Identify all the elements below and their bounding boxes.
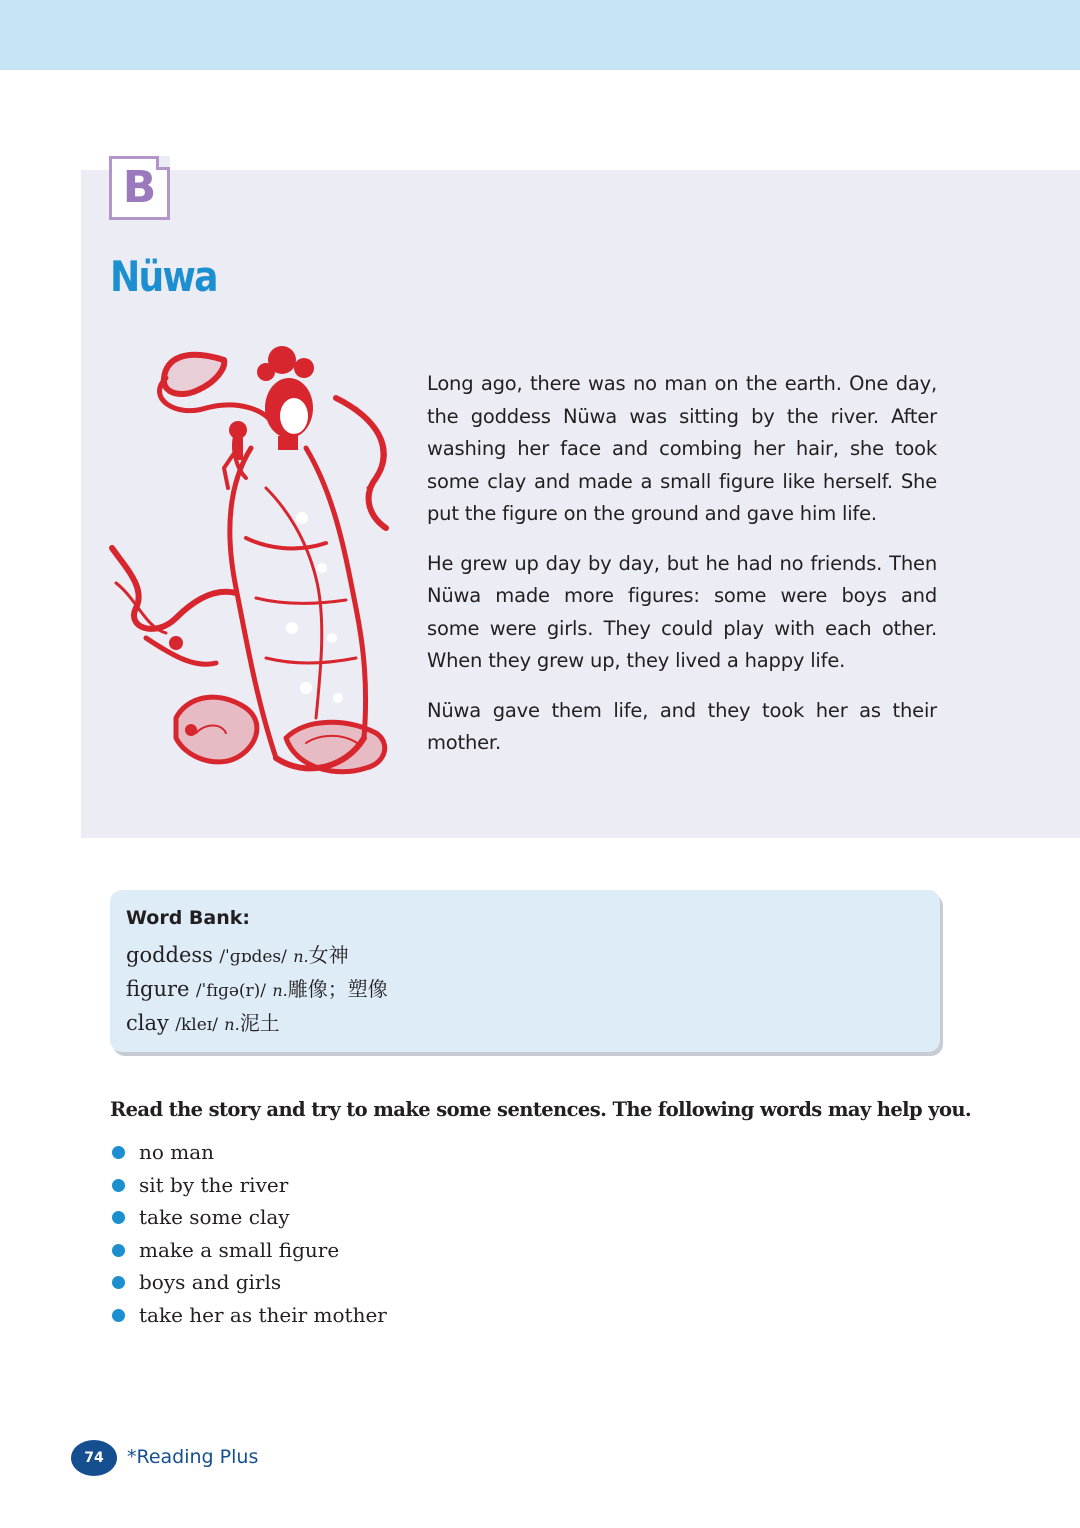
section-letter: B <box>122 162 157 213</box>
list-item <box>110 1136 387 1169</box>
list-item <box>110 1201 387 1234</box>
bullet-dot-icon <box>112 1146 125 1159</box>
top-color-band <box>0 0 1080 70</box>
list-item-text: take some clay <box>139 1205 290 1229</box>
bullet-dot-icon <box>112 1309 125 1322</box>
page-number-badge <box>71 1440 117 1476</box>
list-item-text: no man <box>139 1140 215 1164</box>
bullet-dot-icon <box>112 1211 125 1224</box>
story-paragraph: He grew up day by day, but he had no friends. Then Nüwa made more figures: some were boys and some were girls. They could play with each other. When they grew up, they lived a happy life. <box>427 551 937 672</box>
word-bank-box <box>110 890 940 1052</box>
bullet-dot-icon <box>112 1276 125 1289</box>
word-bank-entry <box>126 1007 924 1041</box>
entry-phonetic: /ˈɡɒdes/ <box>219 947 287 967</box>
entry-word: clay <box>126 1011 169 1035</box>
badge-folded-corner <box>156 156 170 170</box>
entry-part-of-speech: n. <box>224 1015 240 1034</box>
list-item <box>110 1234 387 1267</box>
page-number: 74 <box>84 1450 104 1466</box>
helper-word-list <box>110 1136 387 1331</box>
bullet-dot-icon <box>112 1179 125 1192</box>
story-paragraph: Long ago, there was no man on the earth. One day, the goddess Nüwa was sitting by the river. After washing her face and combing her hair, she took some clay and made a small figure like herself. She put the figure on the ground and gave him life. <box>427 372 937 525</box>
word-bank-entry <box>126 973 924 1007</box>
nuwa-papercut-illustration <box>106 338 408 790</box>
list-item-text: take her as their mother <box>139 1302 387 1327</box>
list-item <box>110 1299 387 1332</box>
entry-part-of-speech: n. <box>293 947 309 966</box>
story-title: Nüwa <box>110 252 217 301</box>
list-item-text: boys and girls <box>139 1270 282 1294</box>
list-item-text: make a small figure <box>139 1237 340 1262</box>
story-paragraph: Nüwa gave them life, and they took her as their mother. <box>427 698 937 754</box>
story-text <box>427 368 937 777</box>
section-letter-badge <box>109 156 170 220</box>
entry-meaning: 雕像；塑像 <box>287 977 388 1001</box>
word-bank-entry <box>126 939 924 973</box>
entry-phonetic: /kleɪ/ <box>175 1015 218 1035</box>
list-item <box>110 1266 387 1299</box>
footer-series-label: *Reading Plus <box>127 1446 259 1468</box>
entry-part-of-speech: n. <box>272 981 288 1000</box>
list-item-text: sit by the river <box>139 1172 289 1197</box>
exercise-instruction: Read the story and try to make some sentences. The following words may help you. <box>110 1098 972 1121</box>
entry-phonetic: /ˈfɪɡə(r)/ <box>195 981 267 1001</box>
entry-meaning: 泥土 <box>239 1011 280 1035</box>
entry-word: figure <box>126 977 190 1001</box>
entry-meaning: 女神 <box>308 943 349 967</box>
entry-word: goddess <box>126 943 213 967</box>
bullet-dot-icon <box>112 1244 125 1257</box>
list-item <box>110 1169 387 1202</box>
word-bank-heading: Word Bank: <box>126 907 250 929</box>
